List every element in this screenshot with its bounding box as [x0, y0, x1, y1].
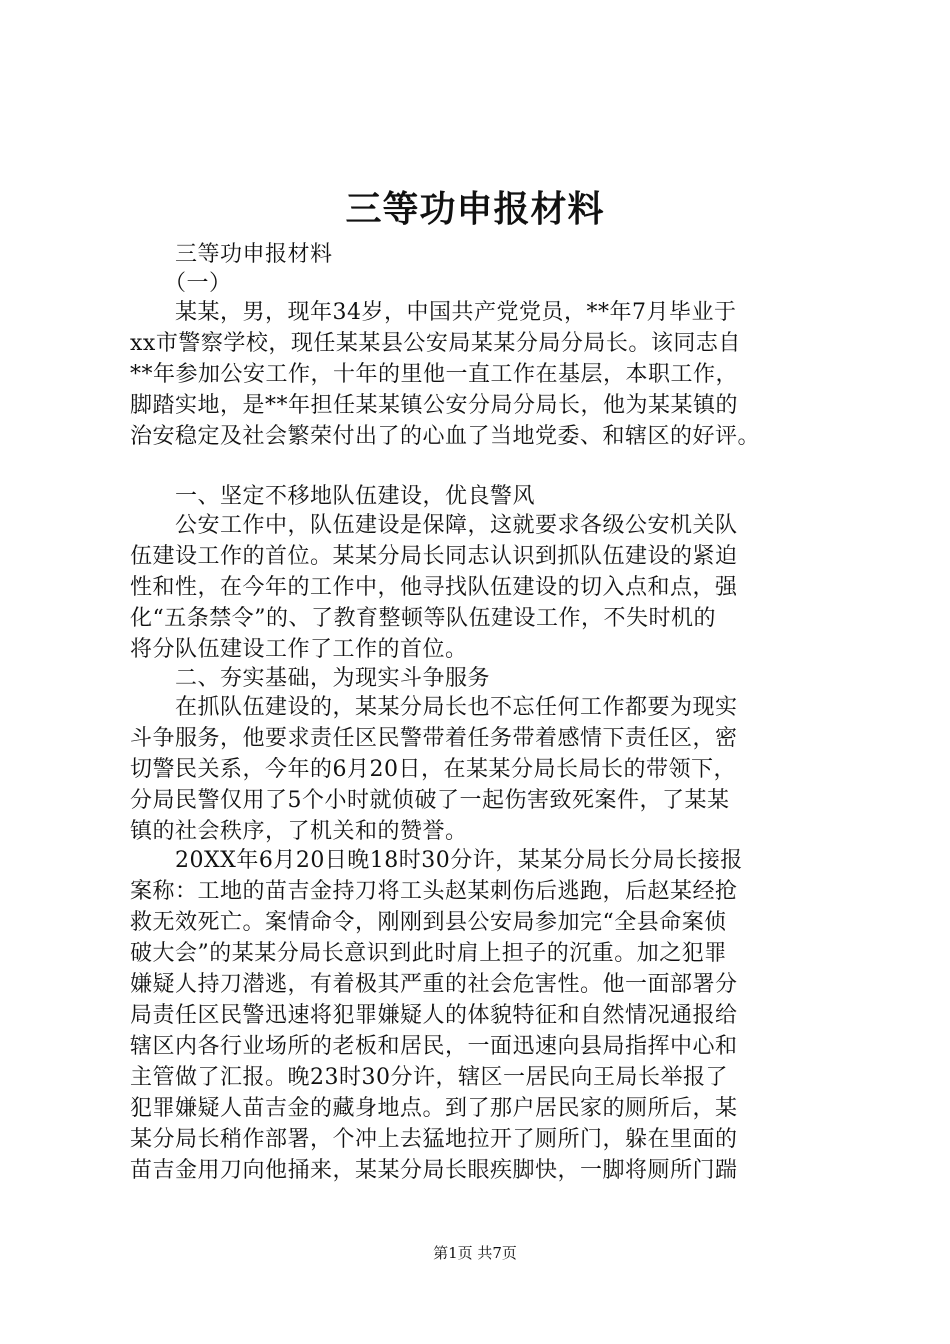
body-line: 犯罪嫌疑人苗吉金的藏身地点。到了那户居民家的厕所后，某 [130, 1096, 738, 1121]
body-line: 将分队伍建设工作了工作的首位。 [130, 637, 468, 662]
page-number-footer: 第1页 共7页 [433, 1244, 517, 1262]
body-line: 案称：工地的苗吉金持刀将工头赵某刺伤后逃跑，后赵某经抢 [130, 879, 738, 904]
body-line: 分局民警仅用了5个小时就侦破了一起伤害致死案件，了某某 [130, 788, 730, 813]
body-line: 主管做了汇报。晚23时30分许，辖区一居民向王局长举报了 [130, 1065, 728, 1090]
body-line: 脚踏实地，是**年担任某某镇公安分局分局长，他为某某镇的 [130, 393, 739, 418]
body-line: 救无效死亡。案情命令，刚刚到县公安局参加完“全县命案侦 [130, 910, 727, 935]
section-heading: 一、坚定不移地队伍建设，优良警风 [130, 484, 536, 509]
body-line: 三等功申报材料 [130, 242, 333, 267]
body-line: 公安工作中，队伍建设是保障，这就要求各级公安机关队 [130, 513, 738, 538]
body-line: **年参加公安工作，十年的里他一直工作在基层，本职工作， [130, 362, 739, 387]
body-line: 化“五条禁令”的、了教育整顿等队伍建设工作，不失时机的 [130, 606, 716, 631]
body-line: xx市警察学校，现任某某县公安局某某分局分局长。该同志自 [130, 331, 741, 356]
body-line: 伍建设工作的首位。某某分局长同志认识到抓队伍建设的紧迫 [130, 544, 738, 569]
body-line: 嫌疑人持刀潜逃，有着极其严重的社会危害性。他一面部署分 [130, 972, 738, 997]
body-line: 局责任区民警迅速将犯罪嫌疑人的体貌特征和自然情况通报给 [130, 1003, 738, 1028]
body-line: 治安稳定及社会繁荣付出了的心血了当地党委、和辖区的好评。 [130, 424, 761, 449]
body-line: 辖区内各行业场所的老板和居民，一面迅速向县局指挥中心和 [130, 1034, 738, 1059]
body-line: 破大会”的某某分局长意识到此时肩上担子的沉重。加之犯罪 [130, 941, 727, 966]
section-heading: 二、夯实基础，为现实斗争服务 [130, 666, 491, 691]
body-line: 在抓队伍建设的，某某分局长也不忘任何工作都要为现实 [130, 695, 738, 720]
body-line: 苗吉金用刀向他捅来，某某分局长眼疾脚快，一脚将厕所门踹 [130, 1158, 738, 1183]
document-title: 三等功申报材料 [345, 188, 605, 230]
body-line: 切警民关系，今年的6月20日，在某某分局长局长的带领下， [130, 757, 736, 782]
body-line: 某分局长稍作部署，个冲上去猛地拉开了厕所门，躲在里面的 [130, 1127, 738, 1152]
body-line: 性和性，在今年的工作中，他寻找队伍建设的切入点和点，强 [130, 575, 738, 600]
body-line: 20XX年6月20日晚18时30分许，某某分局长分局长接报 [130, 848, 743, 873]
body-line: 镇的社会秩序，了机关和的赞誉。 [130, 819, 468, 844]
body-line: 斗争服务，他要求责任区民警带着任务带着感情下责任区，密 [130, 726, 738, 751]
body-line: 某某，男，现年34岁，中国共产党党员，**年7月毕业于 [130, 300, 737, 325]
body-line: （一） [130, 271, 232, 296]
